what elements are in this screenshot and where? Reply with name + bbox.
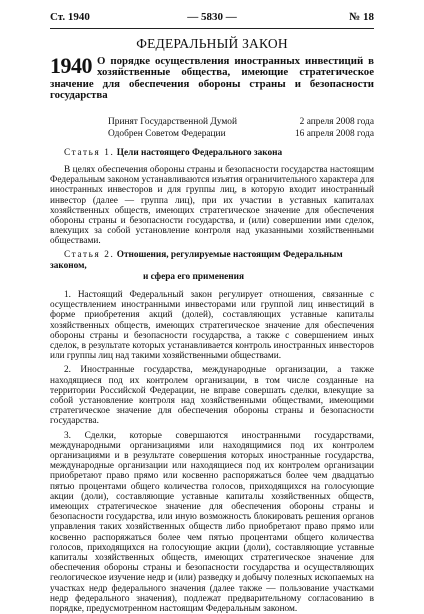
page-header — [50, 11, 374, 25]
article-2-paragraph-2: 2. Иностранные государства, международные организации, а также находящиеся под их контролем организации, в том числе созданные на территории Российской Федерации, не вправе совершать сделки, влекущие за собой установление контроля над хозяйственными обществами, имеющими стратегическое значение для обеспечения обороны страны и безопасности государства. — [50, 365, 374, 427]
article-2 — [50, 250, 374, 614]
law-type-heading: ФЕДЕРАЛЬНЫЙ ЗАКОН — [136, 36, 288, 51]
article-2-heading — [50, 250, 374, 283]
header-rule — [50, 28, 374, 29]
article-prefix: Статья 1. — [64, 148, 115, 158]
article-title: Отношения, регулируемые настоящим Федеральным законом, — [50, 250, 343, 271]
article-number-header: Ст. 1940 — [50, 11, 90, 23]
adoption-label: Принят Государственной Думой — [108, 117, 237, 127]
adoption-row-federation-council — [108, 128, 374, 140]
law-title: О порядке осуществления иностранных инвестиций в хозяйственные общества, имеющие стратегическое значение для обеспечения обороны страны и безопасности государства — [50, 55, 374, 102]
adoption-row-duma — [108, 116, 374, 128]
article-prefix: Статья 2. — [64, 250, 115, 260]
article-title-continued: и сфера его применения — [143, 272, 245, 282]
page-number: — 5830 — — [187, 11, 237, 23]
adoption-date: 16 апреля 2008 года — [294, 129, 374, 139]
article-2-paragraph-3: 3. Сделки, которые совершаются иностранными государствами, международными организациями или находящимися под их контролем организациями и в результате совершения которых иностранные государства, международные организации или находящиеся под их контролем организации приобретают право прямо или косвенно распоряжаться более чем двадцатью пятью процентами общего количества голосов, приходящихся на голосующие акции (доли), составляющие уставные капиталы хозяйственных обществ, имеющих стратегическое значение для обеспечения обороны страны и безопасности государства, или иную возможность блокировать решения органов управления таких хозяйственных обществ либо приобретают право прямо или косвенно распоряжаться более чем пятью процентами общего количества голосов, приходящихся на голосующие акции (доли), составляющие уставные капиталы хозяйственных обществ, имеющих стратегическое значение для обеспечения обороны страны и безопасности государства и осуществляющих геологическое изучение недр и (или) разведку и добычу полезных ископаемых на участках недр федерального значения (далее также — пользование участками недр федерального значения), подлежат предварительному согласованию в порядке, предусмотренном настоящим Федеральным законом. — [50, 430, 374, 614]
article-1-text: В целях обеспечения обороны страны и безопасности государства настоящим Федеральным законом устанавливаются изъятия ограничительного характера для иностранных инвесторов и для группы лиц, в которую входит иностранный инвестор (далее — группа лиц), при их участии в уставных капиталах хозяйственных обществ, имеющих стратегическое значение для обеспечения обороны страны и безопасности государства, и (или) совершении ими сделок, влекущих за собой установление контроля над указанными хозяйственными обществами. — [50, 165, 374, 247]
adoption-label: Одобрен Советом Федерации — [108, 129, 226, 139]
article-1-heading — [50, 148, 374, 159]
law-number: 1940 — [50, 53, 92, 78]
issue-number: № 18 — [349, 11, 374, 23]
adoption-date: 2 апреля 2008 года — [299, 117, 374, 127]
article-2-paragraph-1: 1. Настоящий Федеральный закон регулирует отношения, связанные с осуществлением иностранными инвесторами или группой лиц инвестиций в форме приобретения акций (долей), составляющих уставные капиталы хозяйственных обществ, имеющих стратегическое значение для обеспечения обороны страны и безопасности государства, а также с совершением иных сделок, в результате которых устанавливается контроль иностранных инвесторов или группы лиц над такими хозяйственными обществами. — [50, 290, 374, 362]
article-title: Цели настоящего Федерального закона — [116, 148, 283, 158]
adoption-info — [108, 116, 374, 140]
article-1 — [50, 148, 374, 247]
law-title-block — [50, 53, 374, 102]
